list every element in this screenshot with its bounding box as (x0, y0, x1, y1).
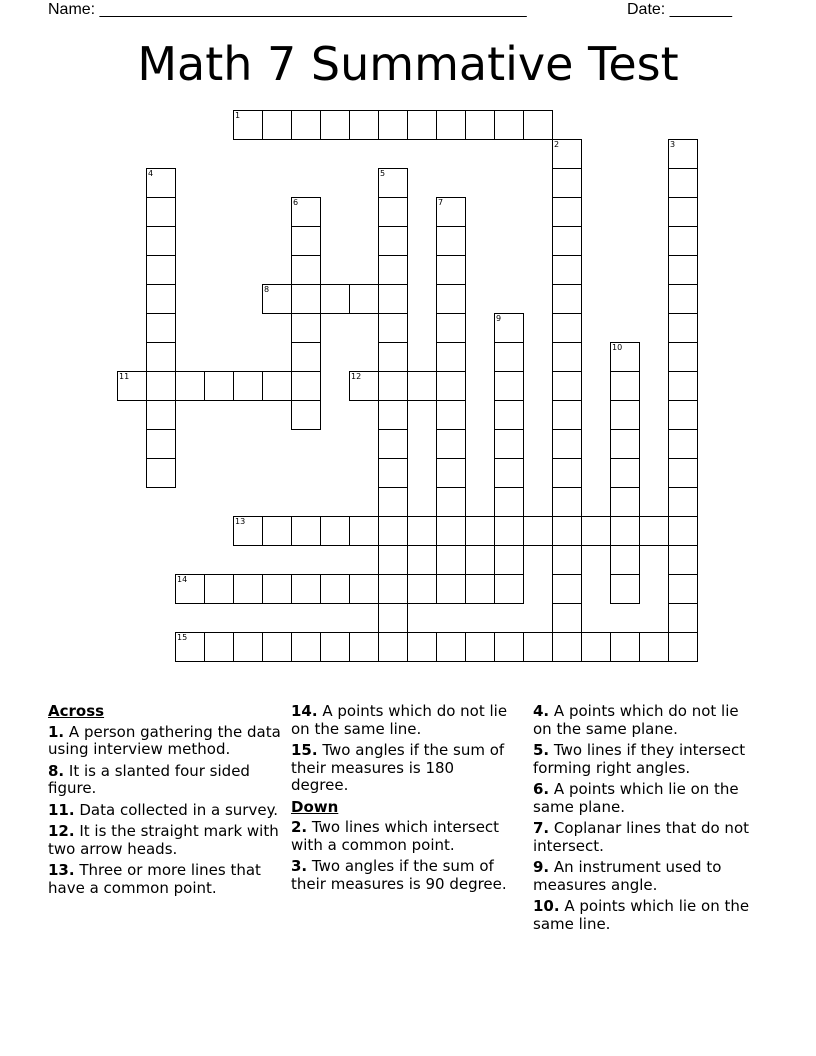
clue-number-1: 1 (235, 111, 241, 120)
clue-number-4: 4 (148, 169, 154, 178)
grid-cell[interactable] (552, 632, 582, 662)
grid-cell[interactable] (436, 197, 466, 227)
grid-cell[interactable] (610, 516, 640, 546)
clue-down-6: 6. A points which lie on the same plane. (533, 780, 739, 816)
grid-cell[interactable] (610, 342, 640, 372)
grid-cell[interactable] (668, 603, 698, 633)
grid-cell[interactable] (233, 574, 263, 604)
grid-cell[interactable] (610, 400, 640, 430)
across-heading: Across (48, 702, 105, 720)
grid-cell[interactable] (436, 458, 466, 488)
grid-cell[interactable] (494, 342, 524, 372)
grid-cell[interactable] (291, 313, 321, 343)
grid-cell[interactable] (407, 516, 437, 546)
grid-cell[interactable] (668, 429, 698, 459)
grid-cell[interactable] (146, 429, 176, 459)
grid-cell[interactable] (552, 603, 582, 633)
grid-cell[interactable] (146, 197, 176, 227)
clue-number-14: 14 (177, 575, 188, 584)
grid-cell[interactable] (436, 632, 466, 662)
grid-cell[interactable] (436, 284, 466, 314)
grid-cell[interactable] (668, 516, 698, 546)
grid-cell[interactable] (378, 168, 408, 198)
grid-cell[interactable] (291, 226, 321, 256)
grid-cell[interactable] (378, 632, 408, 662)
grid-cell[interactable] (146, 371, 176, 401)
grid-cell[interactable] (378, 429, 408, 459)
grid-cell[interactable] (552, 284, 582, 314)
grid-cell[interactable] (610, 632, 640, 662)
grid-cell[interactable] (349, 516, 379, 546)
grid-cell[interactable] (349, 284, 379, 314)
grid-cell[interactable] (668, 458, 698, 488)
grid-cell[interactable] (378, 603, 408, 633)
grid-cell[interactable] (668, 487, 698, 517)
grid-cell[interactable] (668, 632, 698, 662)
clue-column-2 (291, 703, 511, 897)
grid-cell[interactable] (668, 168, 698, 198)
grid-cell[interactable] (668, 226, 698, 256)
clue-down-4: 4. A points which do not lie on the same plane. (533, 702, 739, 738)
grid-cell[interactable] (291, 197, 321, 227)
grid-cell[interactable] (378, 342, 408, 372)
grid-cell[interactable] (668, 342, 698, 372)
clue-number-12: 12 (351, 372, 362, 381)
grid-cell[interactable] (610, 574, 640, 604)
grid-cell[interactable] (436, 516, 466, 546)
clue-number-2: 2 (554, 140, 560, 149)
grid-cell[interactable] (552, 139, 582, 169)
grid-cell[interactable] (436, 226, 466, 256)
grid-cell[interactable] (552, 429, 582, 459)
grid-cell[interactable] (349, 110, 379, 140)
grid-cell[interactable] (465, 110, 495, 140)
grid-cell[interactable] (436, 400, 466, 430)
clue-across-15: 15. Two angles if the sum of their measures is 180 degree. (291, 741, 505, 794)
grid-cell[interactable] (320, 284, 350, 314)
grid-cell[interactable] (668, 284, 698, 314)
grid-cell[interactable] (552, 197, 582, 227)
grid-cell[interactable] (639, 516, 669, 546)
grid-cell[interactable] (581, 516, 611, 546)
grid-cell[interactable] (668, 313, 698, 343)
grid-cell[interactable] (233, 371, 263, 401)
grid-cell[interactable] (552, 545, 582, 575)
grid-cell[interactable] (291, 255, 321, 285)
grid-cell[interactable] (668, 545, 698, 575)
grid-cell[interactable] (436, 429, 466, 459)
grid-cell[interactable] (146, 342, 176, 372)
grid-cell[interactable] (494, 574, 524, 604)
clue-down-7: 7. Coplanar lines that do not intersect. (533, 819, 750, 855)
grid-cell[interactable] (378, 487, 408, 517)
clue-column-1 (48, 703, 282, 901)
grid-cell[interactable] (291, 371, 321, 401)
clue-across-13: 13. Three or more lines that have a common point. (48, 861, 261, 897)
grid-cell[interactable] (146, 255, 176, 285)
grid-cell[interactable] (523, 516, 553, 546)
grid-cell[interactable] (494, 632, 524, 662)
grid-cell[interactable] (378, 371, 408, 401)
name-field-label: Name: ________________________________________________ (48, 1, 527, 18)
grid-cell[interactable] (378, 545, 408, 575)
clue-number-9: 9 (496, 314, 502, 323)
clue-number-10: 10 (612, 343, 623, 352)
grid-cell[interactable] (436, 487, 466, 517)
grid-cell[interactable] (668, 371, 698, 401)
grid-cell[interactable] (494, 545, 524, 575)
grid-cell[interactable] (552, 487, 582, 517)
grid-cell[interactable] (146, 284, 176, 314)
grid-cell[interactable] (494, 371, 524, 401)
clue-column-3 (533, 703, 753, 937)
grid-cell[interactable] (378, 284, 408, 314)
grid-cell[interactable] (291, 632, 321, 662)
grid-cell[interactable] (668, 574, 698, 604)
grid-cell[interactable] (320, 110, 350, 140)
grid-cell[interactable] (523, 632, 553, 662)
date-field-label: Date: _______ (627, 1, 732, 18)
clue-across-8: 8. It is a slanted four sided figure. (48, 761, 250, 797)
grid-cell[interactable] (639, 632, 669, 662)
grid-cell[interactable] (378, 110, 408, 140)
grid-cell[interactable] (407, 110, 437, 140)
grid-cell[interactable] (436, 342, 466, 372)
grid-cell[interactable] (349, 371, 379, 401)
grid-cell[interactable] (610, 545, 640, 575)
grid-cell[interactable] (291, 516, 321, 546)
grid-cell[interactable] (668, 400, 698, 430)
grid-cell[interactable] (668, 139, 698, 169)
grid-cell[interactable] (146, 226, 176, 256)
grid-cell[interactable] (291, 342, 321, 372)
grid-cell[interactable] (378, 516, 408, 546)
grid-cell[interactable] (378, 226, 408, 256)
grid-cell[interactable] (378, 574, 408, 604)
grid-cell[interactable] (465, 574, 495, 604)
grid-cell[interactable] (204, 371, 234, 401)
clue-number-15: 15 (177, 633, 188, 642)
grid-cell[interactable] (262, 371, 292, 401)
grid-cell[interactable] (581, 632, 611, 662)
clue-number-7: 7 (438, 198, 444, 207)
grid-cell[interactable] (320, 516, 350, 546)
grid-cell[interactable] (175, 632, 205, 662)
grid-cell[interactable] (291, 284, 321, 314)
grid-cell[interactable] (262, 574, 292, 604)
grid-cell[interactable] (146, 400, 176, 430)
grid-cell[interactable] (320, 632, 350, 662)
grid-cell[interactable] (175, 574, 205, 604)
clue-number-11: 11 (119, 372, 130, 381)
grid-cell[interactable] (552, 458, 582, 488)
grid-cell[interactable] (668, 197, 698, 227)
grid-cell[interactable] (146, 458, 176, 488)
grid-cell[interactable] (494, 110, 524, 140)
grid-cell[interactable] (552, 371, 582, 401)
grid-cell[interactable] (552, 168, 582, 198)
grid-cell[interactable] (494, 313, 524, 343)
grid-cell[interactable] (436, 255, 466, 285)
grid-cell[interactable] (407, 632, 437, 662)
clue-number-5: 5 (380, 169, 386, 178)
grid-cell[interactable] (436, 313, 466, 343)
grid-cell[interactable] (262, 110, 292, 140)
grid-cell[interactable] (436, 371, 466, 401)
grid-cell[interactable] (610, 429, 640, 459)
clue-down-2: 2. Two lines which intersect with a common point. (291, 818, 500, 854)
clue-down-5: 5. Two lines if they intersect forming right angles. (533, 741, 746, 777)
grid-cell[interactable] (233, 632, 263, 662)
grid-cell[interactable] (262, 516, 292, 546)
clue-down-9: 9. An instrument used to measures angle. (533, 858, 722, 894)
grid-cell[interactable] (552, 516, 582, 546)
grid-cell[interactable] (523, 110, 553, 140)
grid-cell[interactable] (552, 313, 582, 343)
grid-cell[interactable] (494, 458, 524, 488)
grid-cell[interactable] (552, 574, 582, 604)
grid-cell[interactable] (204, 632, 234, 662)
grid-cell[interactable] (494, 516, 524, 546)
grid-cell[interactable] (552, 342, 582, 372)
grid-cell[interactable] (465, 516, 495, 546)
grid-cell[interactable] (291, 110, 321, 140)
clue-across-11: 11. Data collected in a survey. (48, 800, 279, 819)
grid-cell[interactable] (494, 400, 524, 430)
grid-cell[interactable] (668, 255, 698, 285)
grid-cell[interactable] (552, 255, 582, 285)
grid-cell[interactable] (233, 110, 263, 140)
grid-cell[interactable] (320, 574, 350, 604)
grid-cell[interactable] (233, 516, 263, 546)
grid-cell[interactable] (117, 371, 147, 401)
grid-cell[interactable] (262, 284, 292, 314)
grid-cell[interactable] (146, 313, 176, 343)
grid-cell[interactable] (262, 632, 292, 662)
clue-number-6: 6 (293, 198, 299, 207)
grid-cell[interactable] (610, 458, 640, 488)
grid-cell[interactable] (436, 110, 466, 140)
page-title: Math 7 Summative Test (137, 37, 679, 91)
grid-cell[interactable] (291, 574, 321, 604)
grid-cell[interactable] (465, 632, 495, 662)
grid-cell[interactable] (494, 429, 524, 459)
grid-cell[interactable] (349, 632, 379, 662)
clue-across-14: 14. A points which do not lie on the same line. (291, 702, 508, 738)
grid-cell[interactable] (436, 574, 466, 604)
grid-cell[interactable] (378, 197, 408, 227)
grid-cell[interactable] (494, 487, 524, 517)
grid-cell[interactable] (204, 574, 234, 604)
clue-number-13: 13 (235, 517, 246, 526)
grid-cell[interactable] (436, 545, 466, 575)
clue-down-10: 10. A points which lie on the same line. (533, 897, 750, 933)
clue-across-1: 1. A person gathering the data using interview method. (48, 722, 281, 758)
grid-cell[interactable] (552, 226, 582, 256)
grid-cell[interactable] (610, 487, 640, 517)
grid-cell[interactable] (407, 371, 437, 401)
grid-cell[interactable] (175, 371, 205, 401)
grid-cell[interactable] (378, 255, 408, 285)
clue-number-8: 8 (264, 285, 270, 294)
grid-cell[interactable] (378, 313, 408, 343)
grid-cell[interactable] (378, 458, 408, 488)
down-heading: Down (291, 797, 339, 816)
grid-cell[interactable] (146, 168, 176, 198)
grid-cell[interactable] (552, 400, 582, 430)
clue-number-3: 3 (670, 140, 676, 149)
grid-cell[interactable] (610, 371, 640, 401)
grid-cell[interactable] (378, 400, 408, 430)
grid-cell[interactable] (407, 574, 437, 604)
clue-across-12: 12. It is the straight mark with two arrow heads. (48, 822, 279, 858)
grid-cell[interactable] (349, 574, 379, 604)
grid-cell[interactable] (291, 400, 321, 430)
clue-down-3: 3. Two angles if the sum of their measures is 90 degree. (291, 857, 507, 893)
